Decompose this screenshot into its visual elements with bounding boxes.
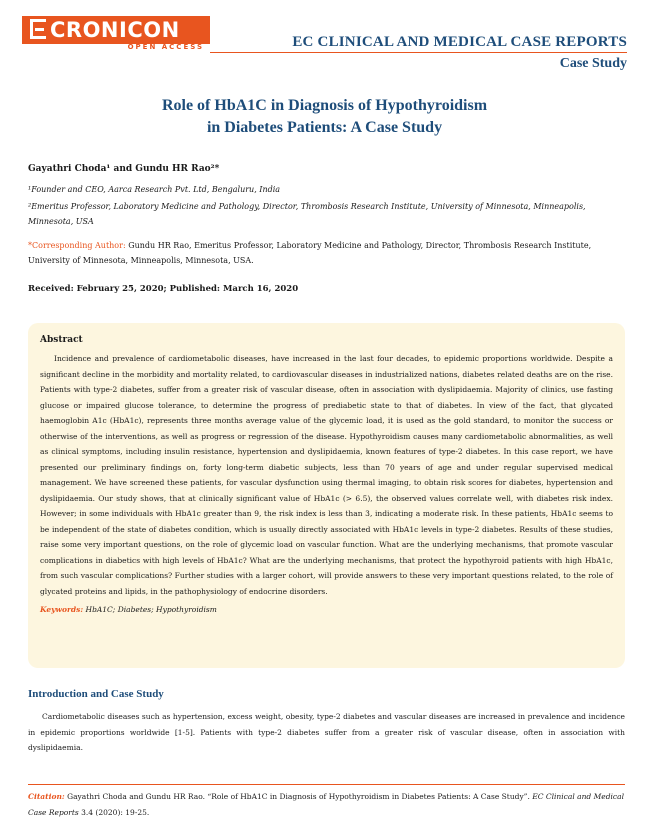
affiliation-1: ¹Founder and CEO, Aarca Research Pvt. Ltd, Bengaluru, India [28,185,281,194]
title-line-2: in Diabetes Patients: A Case Study [206,119,443,136]
citation [28,789,625,821]
corresponding-author [28,238,618,268]
publication-dates: Received: February 25, 2020; Published: March 16, 2020 [28,284,299,294]
citation-tail: 3.4 (2020): 19-25. [78,808,150,817]
author-list: Gayathri Choda¹ and Gundu HR Rao²* [28,164,220,174]
article-title [0,95,649,139]
logo-bar [22,16,210,44]
logo-subtext: OPEN ACCESS [127,43,204,51]
article-type: Case Study [559,56,627,71]
keywords-label: Keywords: [40,605,84,614]
title-line-1: Role of HbA1C in Diagnosis of Hypothyroidism [161,97,488,114]
abstract-box [28,323,625,668]
abstract-body: Incidence and prevalence of cardiometabolic diseases, have increased in the last four decades, to epidemic proportions worldwide. Despite a significant decline in the morbidity and mortality related, to cardiovascular diseases in industrialized nations, diabetes related deaths are on the rise. Patients with type-2 diabetes, suffer from a greater risk of vascular disease, often in association with dyslipidaemia. Majority of clinics, use fasting glucose or impaired glucose tolerance, to determine the progress of prediabetic state to that of diabetes. In view of the fact, that glycated haemoglobin A1c (HbA1c), represents three months average value of the glycemic load, it is used as the gold standard, to monitor the success or otherwise of the interventions, as well as progress or regression of the disease. Hypothyroidism causes many cardiometabolic abnormalities, as well as clinical symptoms, including insulin resistance, hypertension and dyslipidaemia, known features of type-2 diabetes. In this case report, we have presented our preliminary findings on, forty long-term diabetic subjects, less than 70 years of age and under regular supervised medical management. We have screened these patients, for vascular dysfunction using thermal imaging, to obtain risk scores for diabetes, hypertension and dyslipidaemia. Our study shows, that at clinically significant value of HbA1c (> 6.5), the observed values correlate well, with diabetes risk index. However; in some individuals with HbA1c greater than 9, the risk index is less than 3, indicating a moderate risk. In these patients, HbA1c seems to be independent of the state of diabetes condition, which is usually directly associated with HbA1c levels in type-2 diabetes. Results of these studies, raise some very important questions, on the role of glycemic load on vascular function. What are the underlying mechanisms, that promote vascular complications in diabetics with high levels of HbA1c? What are the underlying mechanisms, that protect the hypothyroid patients with high HbA1c, from such vascular complications? Further studies with a larger cohort, will provide answers to these very important questions related, to the role of glycated proteins and lipids, in the pathophysiology of endocrine disorders. [40,354,613,596]
citation-label: Citation: [28,792,65,801]
footer-divider [28,784,625,785]
publisher-logo [22,16,210,52]
affiliation-2: ²Emeritus Professor, Laboratory Medicine and Pathology, Director, Thrombosis Research Institute, University of Minnesota, Minneapolis, Minnesota, USA [28,202,586,226]
logo-e-icon [30,19,46,39]
citation-text: Gayathri Choda and Gundu HR Rao. “Role of HbA1C in Diagnosis of Hypothyroidism in Diabetes Patients: A Case Study”. [64,792,530,801]
citation-journal: EC Clinical and Medical Case Reports [28,792,624,817]
logo-text: CRONICON [50,18,180,42]
journal-name: EC CLINICAL AND MEDICAL CASE REPORTS [292,34,627,50]
section-heading-intro: Introduction and Case Study [28,688,164,700]
corresponding-label: *Corresponding Author: [28,241,126,250]
intro-paragraph: Cardiometabolic diseases such as hypertension, excess weight, obesity, type-2 diabetes and vascular diseases are increased in prevalence and incidence in epidemic proportions worldwide [1-5]. Patients with type-2 diabetes suffer from a greater risk of vascular disease, often in association with dyslipidaemia. [28,712,625,752]
keywords [40,605,613,614]
keywords-text: HbA1C; Diabetes; Hypothyroidism [83,605,217,614]
corresponding-text: Gundu HR Rao, Emeritus Professor, Laboratory Medicine and Pathology, Director, Thrombosis Research Institute, University of Minnesota, Minneapolis, Minnesota, USA. [28,241,592,265]
header-divider [210,52,627,53]
abstract-heading: Abstract [40,335,83,345]
